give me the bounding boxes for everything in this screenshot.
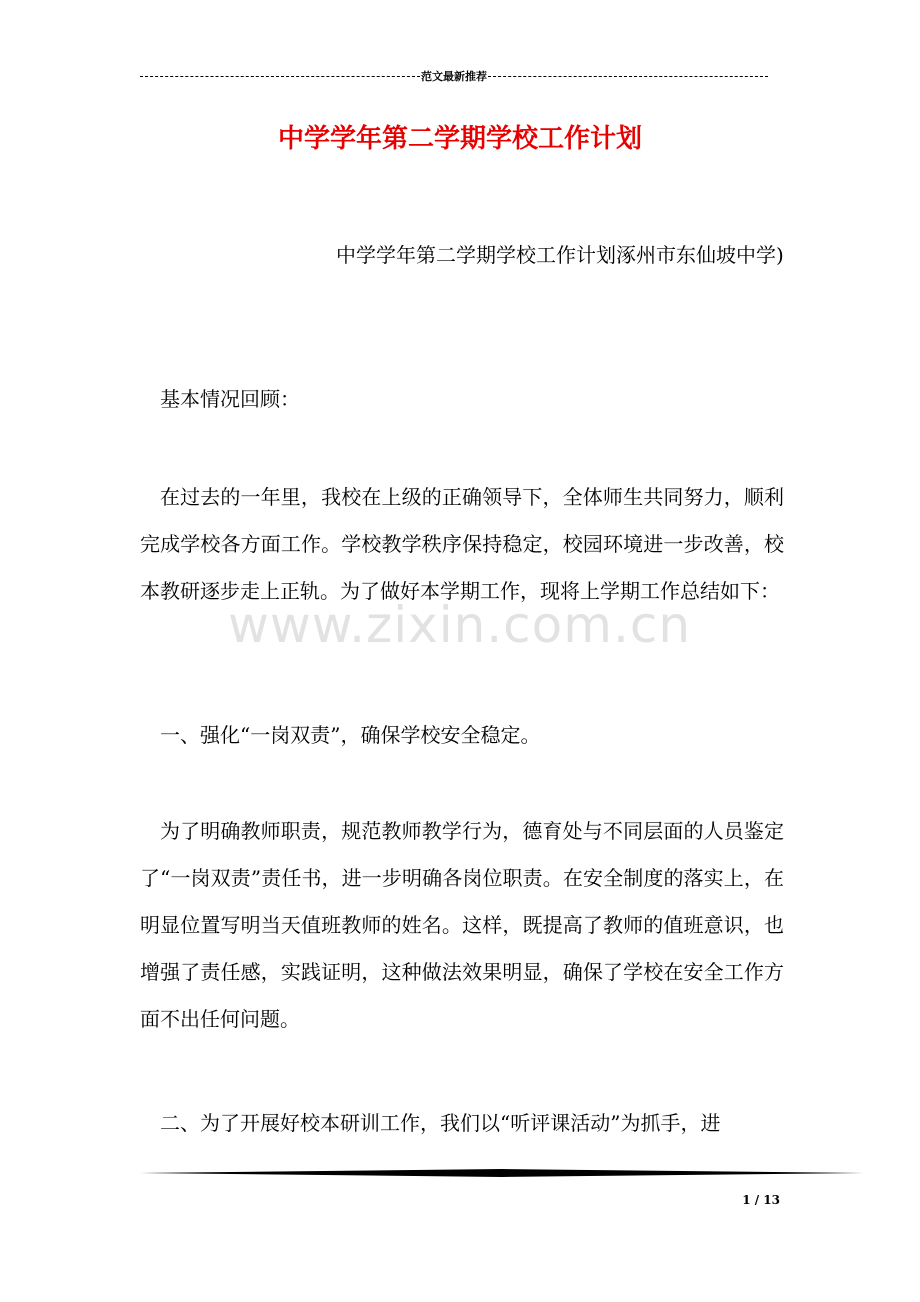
watermark: www.zixin.com.cn xyxy=(228,596,692,654)
paragraph-item-one-heading: 一、强化“一岗双责”，确保学校安全稳定。 xyxy=(160,723,541,747)
paragraph-subtitle: 中学学年第二学期学校工作计划涿州市东仙坡中学) xyxy=(336,243,784,267)
paragraph-item-two: 二、为了开展好校本研训工作，我们以“听评课活动”为抓手，进 xyxy=(160,1111,721,1135)
header-dash-right xyxy=(488,76,768,77)
header-banner xyxy=(140,68,768,84)
header-banner-text: 范文最新推荐 xyxy=(421,70,487,83)
header-dash-left xyxy=(140,76,420,77)
footer-rule xyxy=(140,1168,864,1178)
paragraph-review: 在过去的一年里，我校在上级的正确领导下，全体师生共同努力，顺利完成学校各方面工作。学校教学秩序保持稳定，校园环境进一步改善，校本教研逐步走上正轨。为了做好本学期工作，现将上学期工作总结如下： xyxy=(140,485,784,603)
paragraph-section-heading: 基本情况回顾： xyxy=(160,387,300,411)
paragraph-item-one-body: 为了明确教师职责，规范教师教学行为，德育处与不同层面的人员鉴定了“一岗双责”责任书，进一步明确各岗位职责。在安全制度的落实上，在明显位置写明当天值班教师的姓名。这样，既提高了教师的值班意识，也增强了责任感，实践证明，这种做法效果明显，确保了学校在安全工作方面不出任何问题。 xyxy=(140,819,784,1031)
document-title: 中学学年第二学期学校工作计划 xyxy=(277,124,642,154)
page-number: 1 / 13 xyxy=(742,1193,780,1207)
